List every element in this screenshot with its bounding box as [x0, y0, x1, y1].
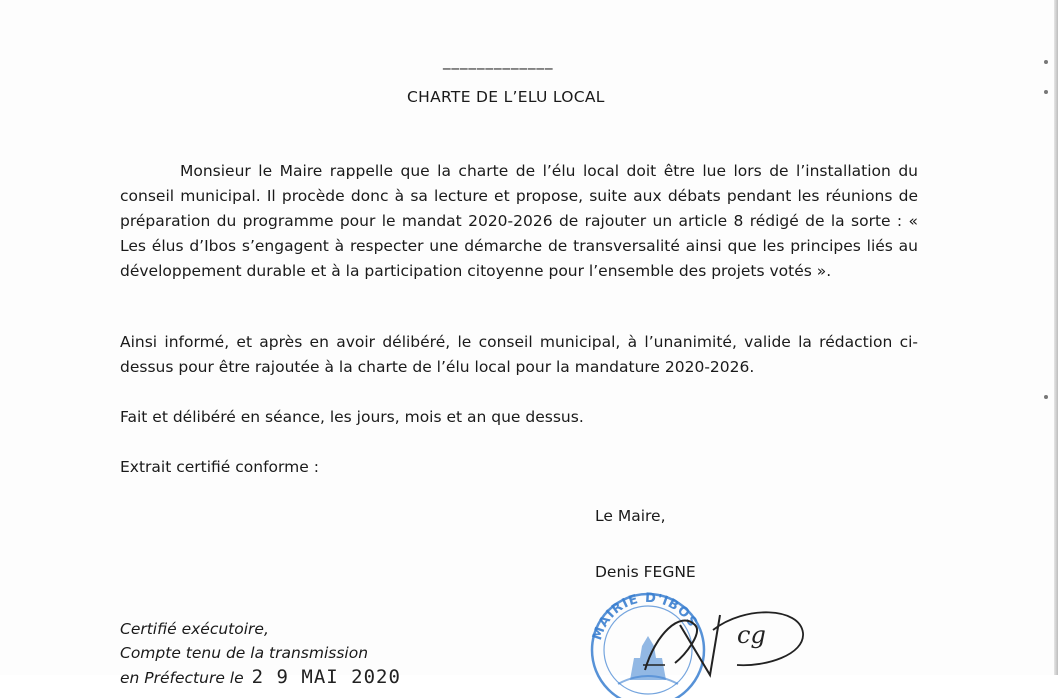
signature-mark: cg	[737, 621, 766, 649]
paragraph-closing: Fait et délibéré en séance, les jours, mois et an que dessus.	[120, 408, 584, 426]
paragraph-intro: Monsieur le Maire rappelle que la charte de l’élu local doit être lue lors de l’installation du conseil municipal. Il procède donc à sa lecture et propose, suite aux débats pendant les réunions de préparation du programme pour le mandat 2020-2026 de rajouter un article 8 rédigé de la sorte : « Les élus d’Ibos s’engagent à respecter une démarche de transversalité ainsi que les principes liés au développement durable et à la participation citoyenne pour l’ensemble des projets votés ».	[120, 162, 918, 280]
mayor-signature	[625, 595, 815, 690]
document-title: CHARTE DE L’ELU LOCAL	[407, 88, 605, 106]
scan-speck	[1044, 60, 1048, 64]
seal-text: MAIRIE D'IBOS	[589, 590, 701, 643]
title-divider: _____________	[443, 52, 554, 70]
executory-line-3	[120, 665, 401, 690]
signer-role: Le Maire,	[595, 507, 666, 525]
date-stamp: 2 9 MAI 2020	[251, 666, 401, 688]
executory-prefecture-label: en Préfecture le	[120, 669, 244, 687]
signer-name: Denis FEGNE	[595, 563, 696, 581]
scan-speck	[1044, 90, 1048, 94]
paragraph-decision: Ainsi informé, et après en avoir délibéré, le conseil municipal, à l’unanimité, valide la rédaction ci-dessus pour être rajoutée à la charte de l’élu local pour la mandature 2020-2026.	[120, 333, 918, 376]
scan-edge	[1054, 0, 1058, 675]
executory-block	[120, 617, 401, 690]
executory-line-2: Compte tenu de la transmission	[120, 644, 369, 662]
paragraph-certified: Extrait certifié conforme :	[120, 458, 319, 476]
scan-speck	[1044, 395, 1048, 399]
executory-line-1: Certifié exécutoire,	[120, 620, 269, 638]
